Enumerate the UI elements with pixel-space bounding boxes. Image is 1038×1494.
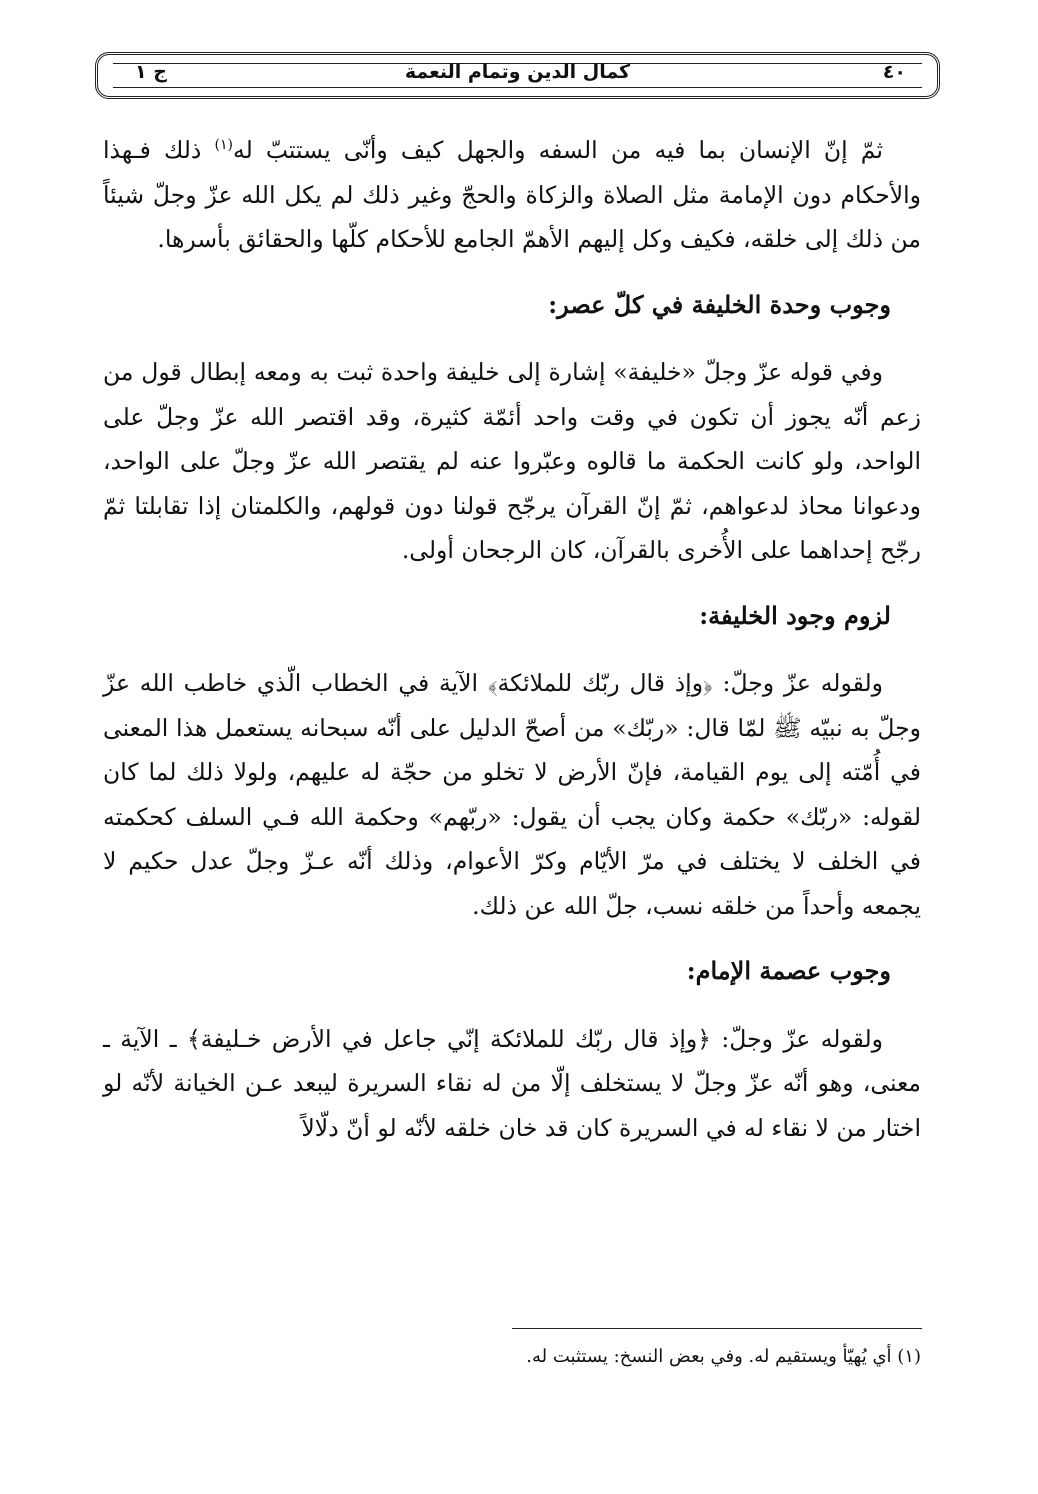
footnote-reference: (١) [214,137,233,154]
volume-label: ج ١ [135,61,167,83]
section-heading-unity-of-caliph: وجوب وحدة الخليفة في كلّ عصر: [548,289,891,319]
paragraph-1-part-a: ثمّ إنّ الإنسان بما فيه من السفه والجهل كيف وأنّى يستتبّ له [232,136,883,164]
paragraph-3: ولقوله عزّ وجلّ: ﴿وإذ قال ربّك للملائكة﴾ الآية في الخطاب الّذي خاطب الله عزّ وجلّ به نبيّه ﷺ لمّا قال: «ربّك» من أصحّ الدليل على أنّه سبحانه يستعمل هذا المعنى في أُمّته إلى يوم القيامة، فإنّ الأرض لا تخلو من حجّة له عليهم، ولولا ذلك لما كان لقوله: «ربّك» حكمة وكان يجب أن يقول: «ربّهم» وحكمة الله فـي السلف كحكمته في الخلف لا يختلف في مرّ الأيّام وكرّ الأعوام، وذلك أنّه عـزّ وجلّ عدل حكيم لا يجمعه وأحداً من خلقه نسب، جلّ الله عن ذلك. [103,669,921,920]
page-body [103,128,921,1150]
book-title: كمال الدين وتمام النعمة [404,61,631,83]
section-heading-necessity-of-caliph: لزوم وجود الخليفة: [699,600,891,630]
page-number: ٤٠ [882,61,906,83]
section-heading-infallibility-of-imam: وجوب عصمة الإمام: [686,956,891,985]
footnote-separator [512,1328,922,1329]
paragraph-2: وفي قوله عزّ وجلّ «خليفة» إشارة إلى خليفة واحدة ثبت به ومعه إبطال قول من زعم أنّه يجوز أن تكون في وقت واحد أئمّة كثيرة، وقد اقتصر الله عزّ وجلّ على الواحد، ولو كانت الحكمة ما قالوه وعبّروا عنه لم يقتصر الله عزّ وجلّ على الواحد، ودعوانا محاذ لدعواهم، ثمّ إنّ القرآن يرجّح قولنا دون قولهم، والكلمتان إذا تقابلتا ثمّ رجّح إحداهما على الأُخرى بالقرآن، كان الرجحان أولى. [103,358,921,564]
footnote: (١) أي يُهيّأ ويستقيم له. وفي بعض النسخ: يستثبت له. [526,1346,921,1367]
running-header [95,52,940,99]
paragraph-1-part-b: ذلك فـهذا والأحكام دون الإمامة مثل الصلاة والزكاة والحجّ وغير ذلك لم يكل الله عزّ وجلّ شيئاً من ذلك إلى خلقه، فكيف وكل إليهم الأهمّ الجامع للأحكام كلّها والحقائق بأسرها. [103,136,921,253]
paragraph-4: ولقوله عزّ وجلّ: ﴿وإذ قال ربّك للملائكة إنّي جاعل في الأرض خـليفة﴾ ـ الآية ـ معنى، وهو أنّه عزّ وجلّ لا يستخلف إلّا من له نقاء السريرة ليبعد عـن الخيانة لأنّه لو اختار من لا نقاء له في السريرة كان قد خان خلقه لأنّه لو أنّ دلّالاً [103,1024,921,1142]
paragraph-1 [103,128,921,262]
